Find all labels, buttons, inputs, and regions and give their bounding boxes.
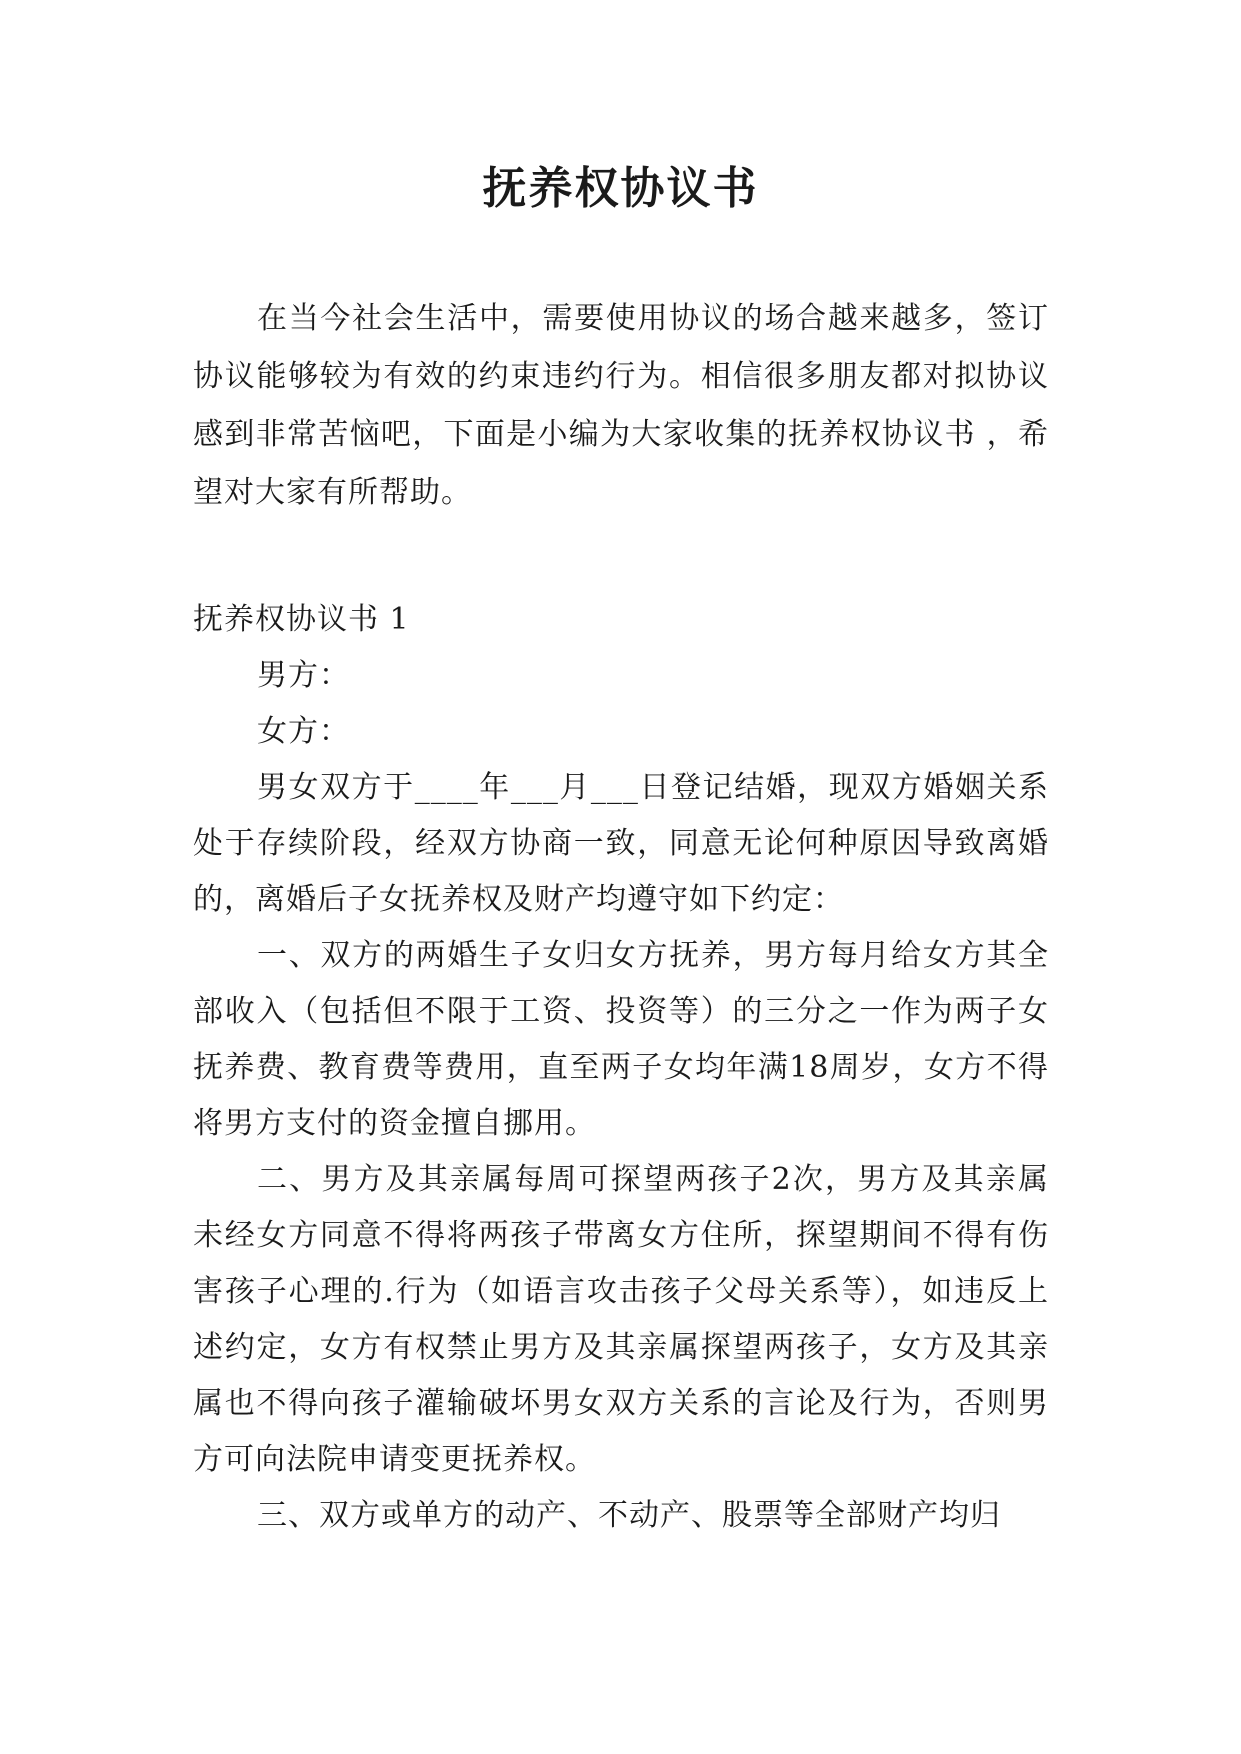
clause-1-paragraph: 一、双方的两婚生子女归女方抚养，男方每月给女方其全部收入（包括但不限于工资、投资等）的三分之一作为两子女抚养费、教育费等费用，直至两子女均年满18周岁，女方不得将男方支付的资金擅自挪用。 xyxy=(193,938,1049,1141)
clause-3-paragraph: 三、双方或单方的动产、不动产、股票等全部财产均归 xyxy=(257,1498,1001,1533)
female-party-line: 女方： xyxy=(257,714,350,749)
marriage-paragraph: 男女双方于____年___月___日登记结婚，现双方婚姻关系处于存续阶段，经双方协商一致，同意无论何种原因导致离婚的，离婚后子女抚养权及财产均遵守如下约定： xyxy=(193,770,1049,917)
document-body xyxy=(193,290,1049,1544)
clause-2-paragraph: 二、男方及其亲属每周可探望两孩子2次，男方及其亲属未经女方同意不得将两孩子带离女方住所，探望期间不得有伤害孩子心理的.行为（如语言攻击孩子父母关系等），如违反上述约定，女方有权禁止男方及其亲属探望两孩子，女方及其亲属也不得向孩子灌输破坏男女双方关系的言论及行为，否则男方可向法院申请变更抚养权。 xyxy=(193,1162,1049,1477)
intro-paragraph: 在当今社会生活中，需要使用协议的场合越来越多，签订协议能够较为有效的约束违约行为。相信很多朋友都对拟协议感到非常苦恼吧，下面是小编为大家收集的抚养权协议书 ，希望对大家有所帮助。 xyxy=(193,301,1049,510)
section-heading: 抚养权协议书 1 xyxy=(193,602,410,637)
male-party-line: 男方： xyxy=(257,658,350,693)
document-title: 抚养权协议书 xyxy=(482,163,759,214)
